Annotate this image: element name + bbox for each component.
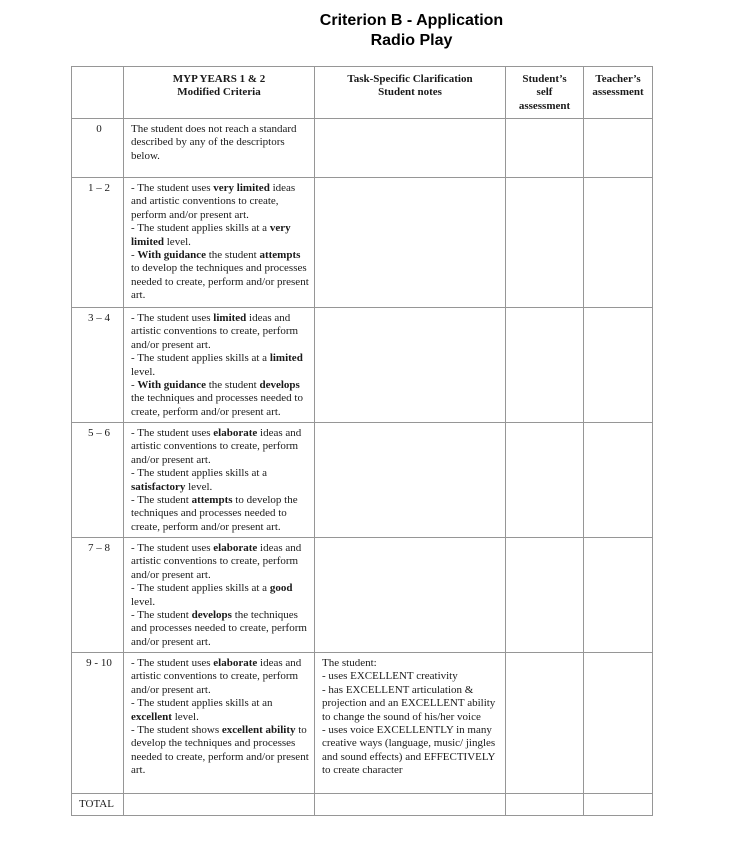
- total-criteria-cell: [124, 794, 315, 816]
- header-self-assessment: Student’s self assessment: [506, 67, 584, 119]
- criteria-cell-3-4: - The student uses limited ideas and artistic conventions to create, perform and/or present art. - The student applies skills at a limited level. - With guidance the student develops the techniques and processes needed to create, perform and/or present art.: [124, 308, 315, 423]
- clarification-cell-7-8: [315, 538, 506, 653]
- rubric-table: [71, 66, 653, 816]
- criteria-cell-9-10: - The student uses elaborate ideas and artistic conventions to create, perform and/or present art. - The student applies skills at an excellent level. - The student shows excellent ability to develop the techniques and processes needed to create, perform and/or present art.: [124, 653, 315, 794]
- teacher-assessment-cell-0: [584, 119, 653, 178]
- clarification-cell-5-6: [315, 423, 506, 538]
- row-7-8: [72, 538, 653, 653]
- teacher-assessment-cell-7-8: [584, 538, 653, 653]
- row-0: [72, 119, 653, 178]
- self-assessment-cell-1-2: [506, 178, 584, 308]
- teacher-assessment-cell-3-4: [584, 308, 653, 423]
- criteria-cell-7-8: - The student uses elaborate ideas and artistic conventions to create, perform and/or present art. - The student applies skills at a good level. - The student develops the techniques and processes needed to create, perform and/or present art.: [124, 538, 315, 653]
- row-3-4: [72, 308, 653, 423]
- score-cell-1-2: 1 – 2: [72, 178, 124, 308]
- teacher-assessment-cell-5-6: [584, 423, 653, 538]
- total-row: [72, 794, 653, 816]
- header-row: [72, 67, 653, 119]
- score-cell-5-6: 5 – 6: [72, 423, 124, 538]
- self-assessment-cell-9-10: [506, 653, 584, 794]
- row-9-10: [72, 653, 653, 794]
- score-cell-0: 0: [72, 119, 124, 178]
- header-clarification: Task-Specific Clarification Student notes: [315, 67, 506, 119]
- self-assessment-cell-0: [506, 119, 584, 178]
- header-criteria: MYP YEARS 1 & 2 Modified Criteria: [124, 67, 315, 119]
- clarification-cell-3-4: [315, 308, 506, 423]
- self-assessment-cell-5-6: [506, 423, 584, 538]
- criteria-cell-0: The student does not reach a standard described by any of the descriptors below.: [124, 119, 315, 178]
- score-cell-7-8: 7 – 8: [72, 538, 124, 653]
- page-title: Criterion B - Application Radio Play: [319, 12, 504, 49]
- total-teacher-assessment-cell: [584, 794, 653, 816]
- criteria-cell-5-6: - The student uses elaborate ideas and artistic conventions to create, perform and/or present art. - The student applies skills at a satisfactory level. - The student attempts to develop the techniques and processes needed to create, perform and/or present art.: [124, 423, 315, 538]
- self-assessment-cell-7-8: [506, 538, 584, 653]
- row-5-6: [72, 423, 653, 538]
- teacher-assessment-cell-1-2: [584, 178, 653, 308]
- total-label: TOTAL: [72, 794, 124, 816]
- self-assessment-cell-3-4: [506, 308, 584, 423]
- clarification-cell-9-10: The student: - uses EXCELLENT creativity - has EXCELLENT articulation & projection and an EXCELLENT ability to change the sound of his/her voice - uses voice EXCELLENTLY in many creative ways (language, music/ jingles and sound effects) and EFFECTIVELY to create character: [315, 653, 506, 794]
- score-cell-3-4: 3 – 4: [72, 308, 124, 423]
- teacher-assessment-cell-9-10: [584, 653, 653, 794]
- clarification-cell-0: [315, 119, 506, 178]
- clarification-cell-1-2: [315, 178, 506, 308]
- header-score-cell: [72, 67, 124, 119]
- row-1-2: [72, 178, 653, 308]
- total-clarification-cell: [315, 794, 506, 816]
- total-self-assessment-cell: [506, 794, 584, 816]
- header-teacher-assessment: Teacher’s assessment: [584, 67, 653, 119]
- score-cell-9-10: 9 - 10: [72, 653, 124, 794]
- criteria-cell-1-2: - The student uses very limited ideas and artistic conventions to create, perform and/or present art. - The student applies skills at a very limited level. - With guidance the student attempts to develop the techniques and processes needed to create, perform and/or present art.: [124, 178, 315, 308]
